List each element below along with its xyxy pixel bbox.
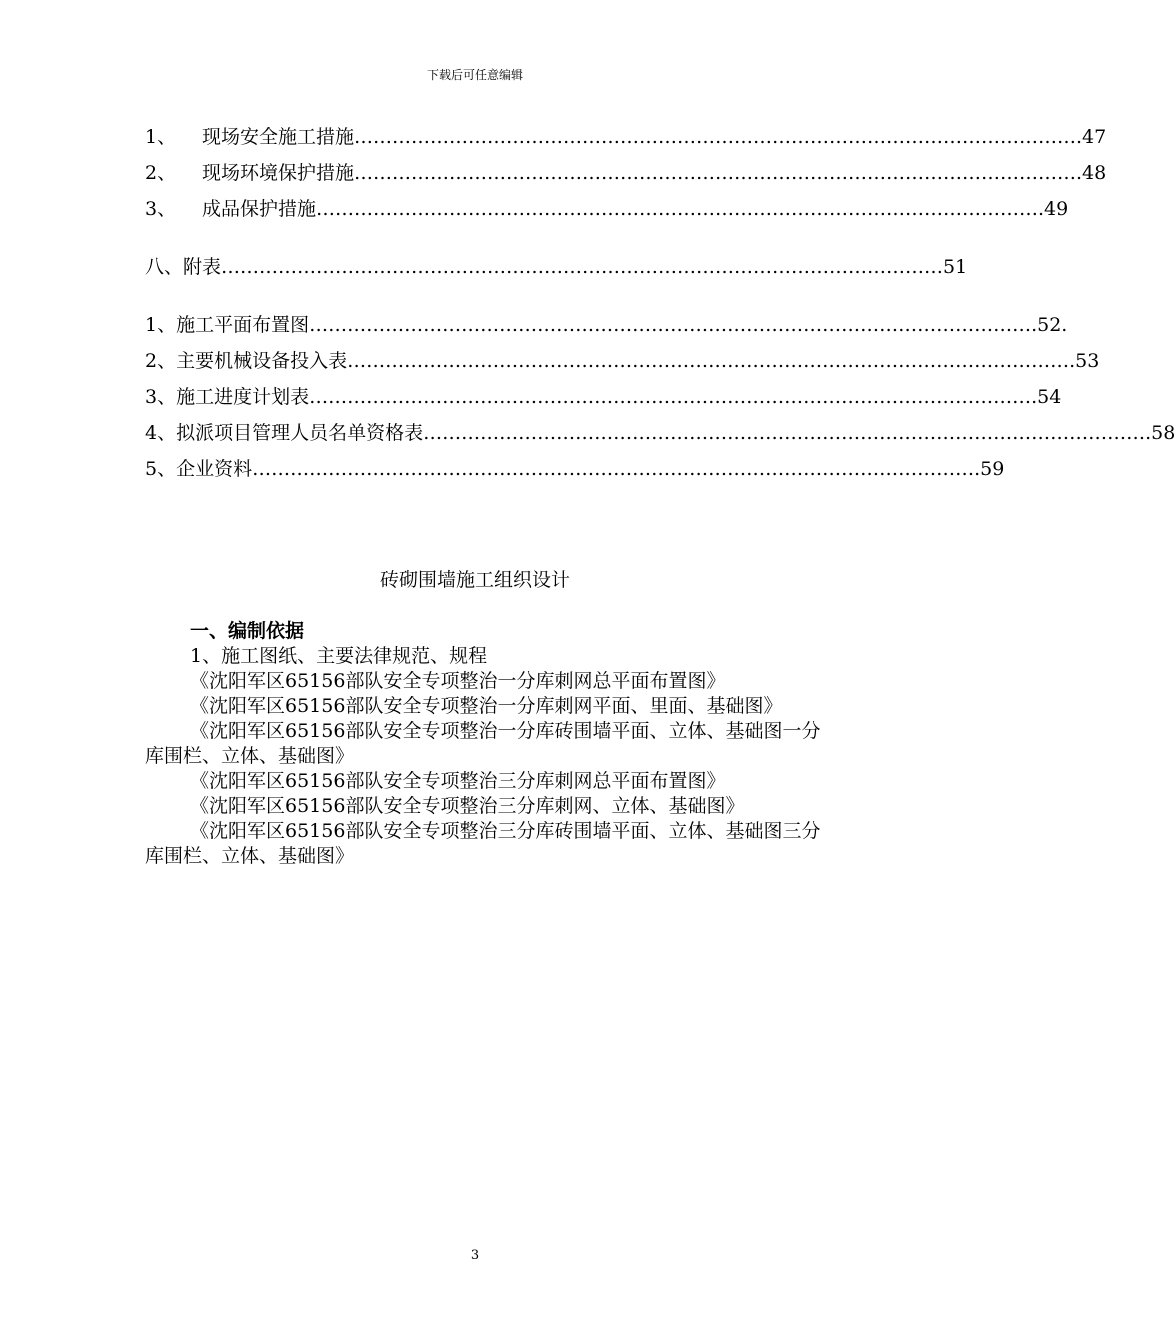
toc-leader-dots: …………………………………………………………………………………………………… [423,422,1146,444]
toc-entry-title: 2、主要机械设备投入表 [145,350,348,372]
document-title: 砖砌围墙施工组织设计 [379,569,570,591]
toc-entry[interactable] [145,125,1107,149]
toc-leader-dots: …………………………………………………………………………………………………… [316,198,1039,220]
toc-entry-number: 3、 [145,198,177,220]
toc-entry-page: .58 [1145,422,1175,444]
toc-entry-title: 现场环境保护措施 [202,162,355,184]
page-header: 下载后可任意编辑 [426,68,523,82]
toc-entry[interactable] [145,349,1100,373]
toc-entry[interactable] [145,197,1069,221]
toc-entry-page: .48 [1076,162,1107,184]
toc-section[interactable] [145,255,968,279]
toc-leader-dots: …………………………………………………………………………………………………… [309,314,1032,336]
toc-entry-number: 2、 [145,162,177,184]
body-paragraph: 1、施工图纸、主要法律规范、规程 [190,645,488,667]
toc-entry-title: 1、施工平面布置图 [145,314,310,336]
toc-section-page: 51 [943,256,968,278]
toc-entry-page: .49 [1038,198,1069,220]
toc-leader-dots: …………………………………………………………………………………………………… [354,162,1077,184]
toc-entry-page: .52. [1031,314,1068,336]
toc-leader-dots: …………………………………………………………………………………………………… [347,350,1070,372]
toc-entry-title: 5、企业资料 [145,458,253,480]
toc-entry-number: 1、 [145,126,177,148]
page-number: 3 [470,1248,480,1263]
body-paragraph: 《沈阳军区65156部队安全专项整治三分库刺网、立体、基础图》 [190,795,745,817]
toc-entry-title: 3、施工进度计划表 [145,386,310,408]
toc-entry-title: 成品保护措施 [202,198,317,220]
body-paragraph: 《沈阳军区65156部队安全专项整治一分库砖围墙平面、立体、基础图一分库围栏、立体、基础图》 [145,720,821,767]
toc-leader-dots: …………………………………………………………………………………………………… [252,458,975,480]
toc-entry[interactable] [145,161,1107,185]
section-heading: 一、编制依据 [190,620,305,642]
toc-leader-dots: …………………………………………………………………………………………………… [221,256,944,278]
body-text [145,644,825,869]
toc-entry-page: .53 [1069,350,1100,372]
toc-entry-title: 现场安全施工措施 [202,126,355,148]
body-paragraph: 《沈阳军区65156部队安全专项整治三分库砖围墙平面、立体、基础图三分库围栏、立体、基础图》 [145,820,821,867]
toc-entry[interactable] [145,385,1062,409]
toc-section-title: 八、附表 [145,256,222,278]
toc-entry[interactable] [145,421,1175,445]
toc-entry-page: .54 [1031,386,1062,408]
toc-entry[interactable] [145,313,1068,337]
toc-leader-dots: …………………………………………………………………………………………………… [354,126,1077,148]
toc-entry[interactable] [145,457,1005,481]
toc-entry-page: .59 [974,458,1005,480]
body-paragraph: 《沈阳军区65156部队安全专项整治一分库刺网平面、里面、基础图》 [190,695,783,717]
body-paragraph: 《沈阳军区65156部队安全专项整治一分库刺网总平面布置图》 [190,670,726,692]
toc-leader-dots: …………………………………………………………………………………………………… [309,386,1032,408]
toc-entry-title: 4、拟派项目管理人员名单资格表 [145,422,424,444]
toc-entry-page: .47 [1076,126,1107,148]
body-paragraph: 《沈阳军区65156部队安全专项整治三分库刺网总平面布置图》 [190,770,726,792]
